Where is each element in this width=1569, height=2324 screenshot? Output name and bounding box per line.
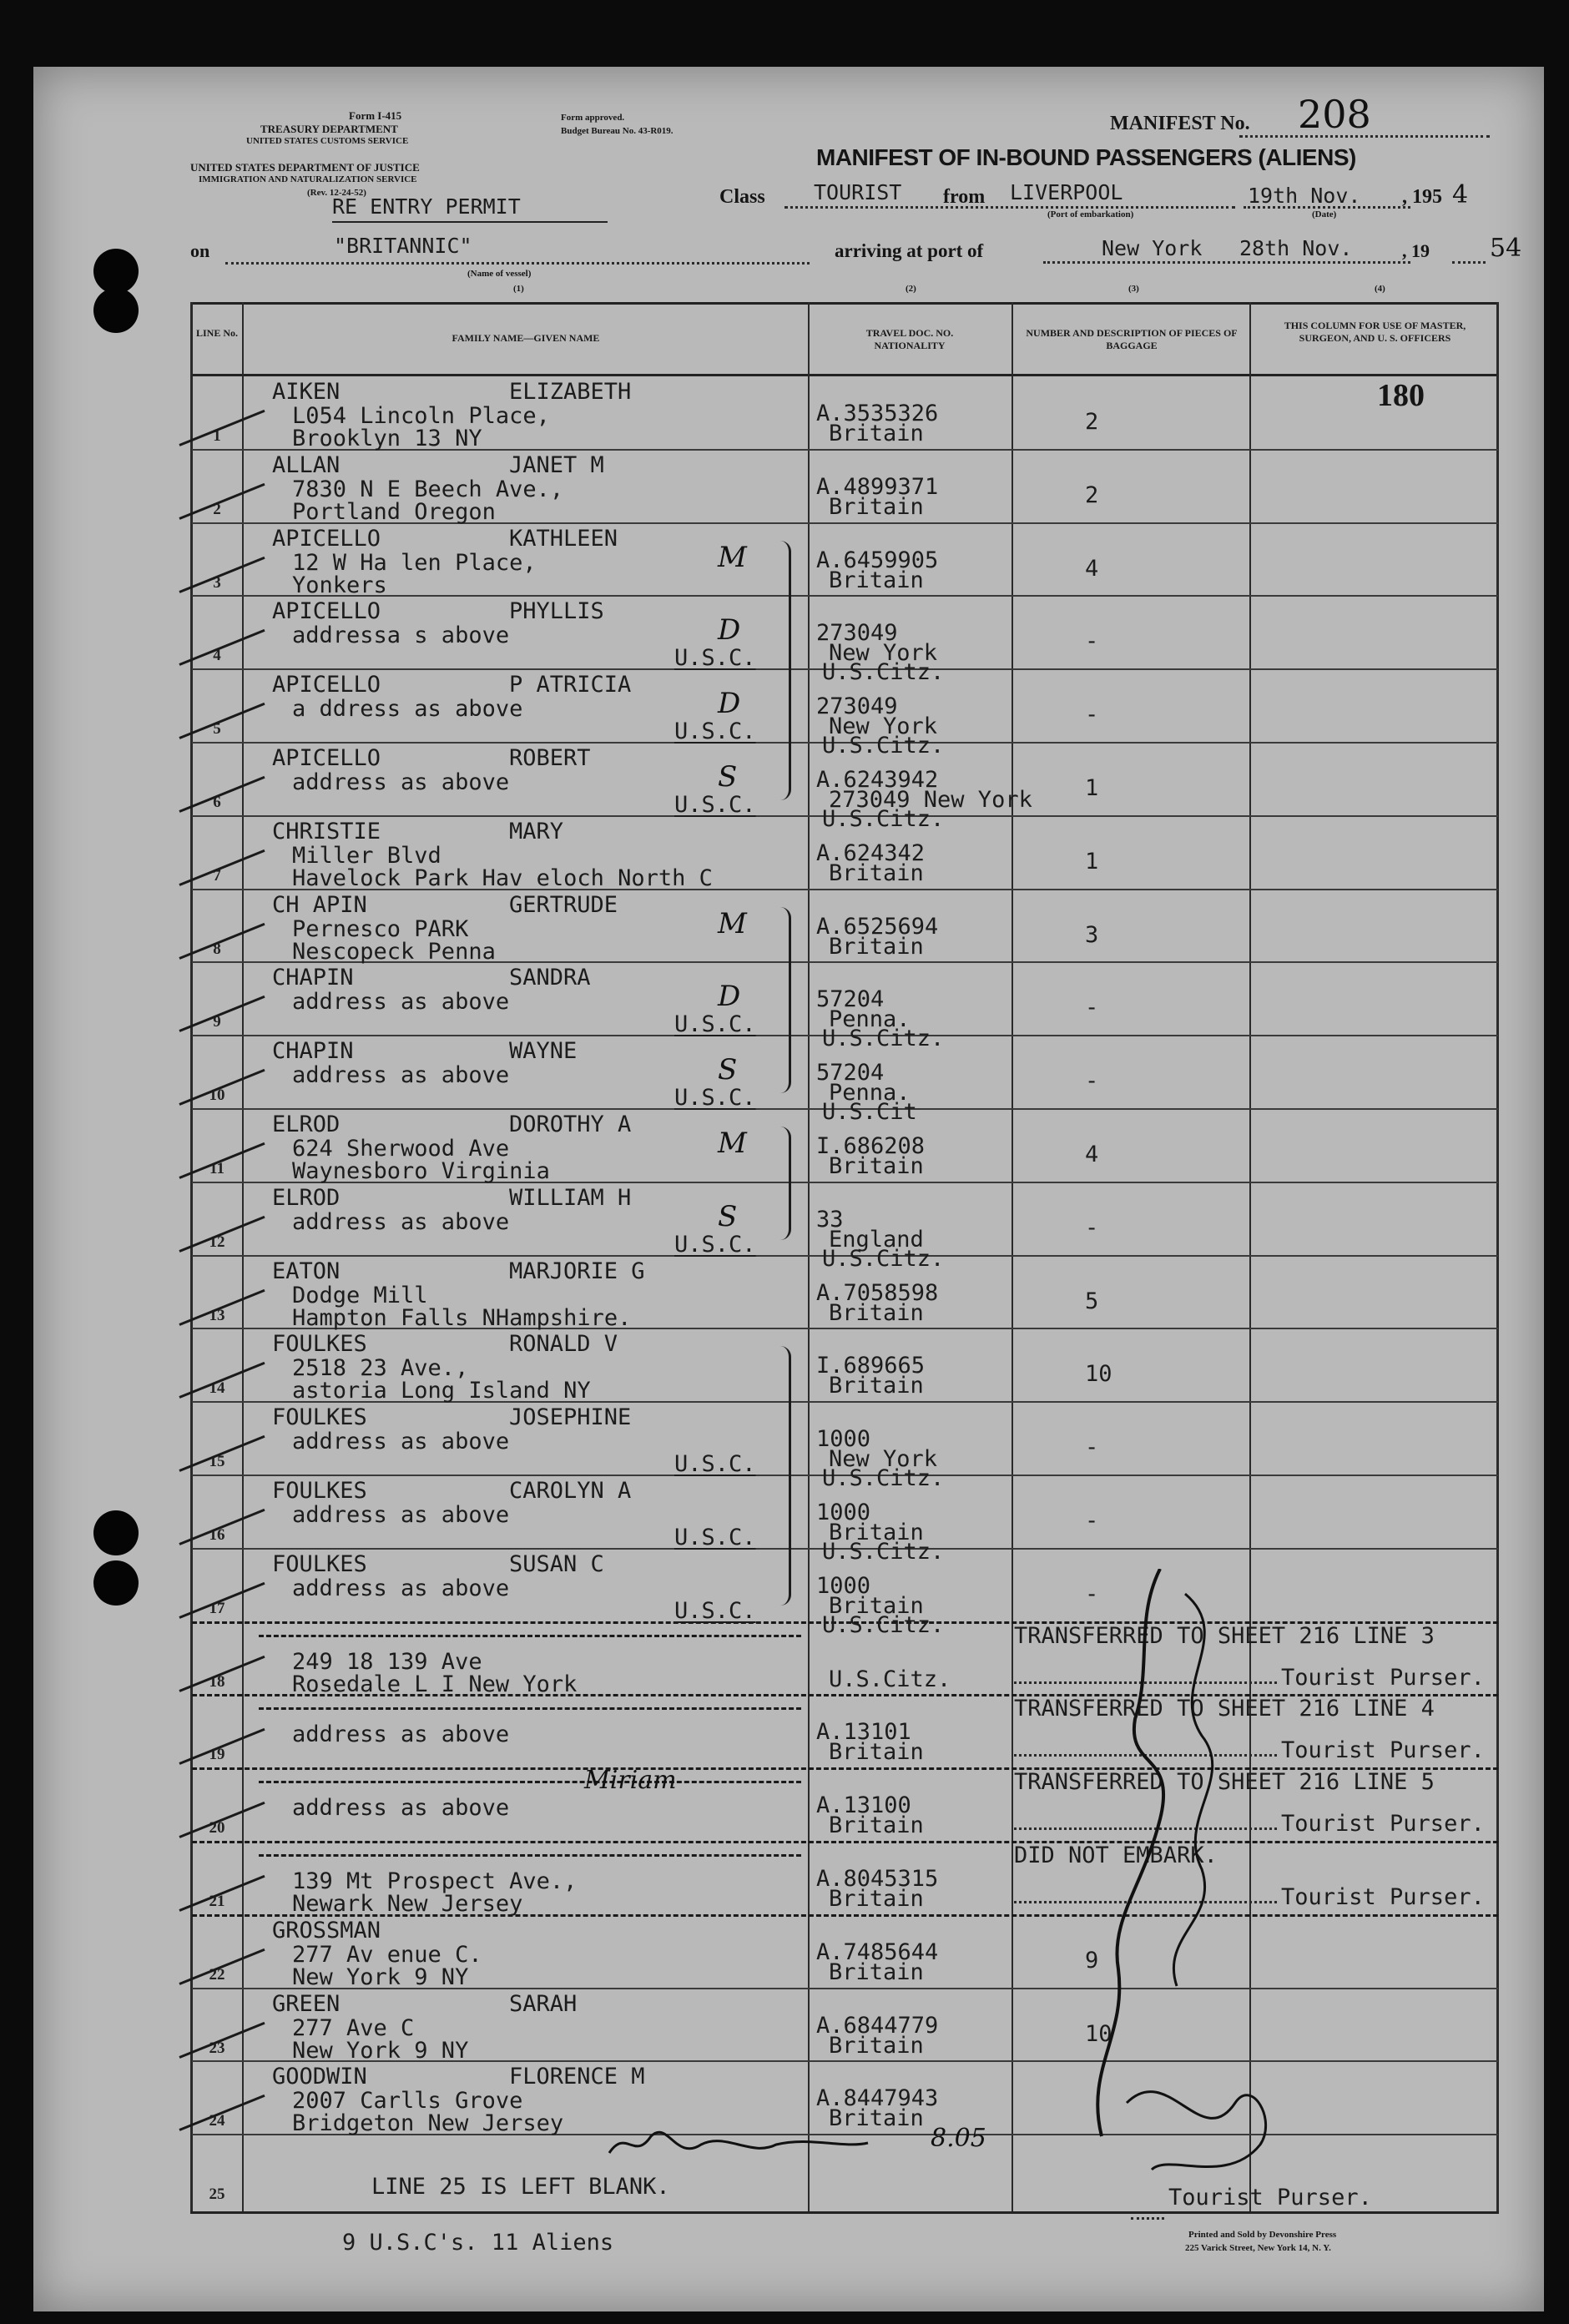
nationality: Britain — [829, 1959, 924, 1985]
address-line-1: Miller Blvd — [292, 843, 441, 869]
marital-status-mark: D — [718, 687, 741, 720]
transfer-note: TRANSFERRED TO SHEET 216 LINE 5 — [1014, 1769, 1435, 1795]
citizenship: U.S.Citz. — [822, 1465, 945, 1491]
marital-status-mark: S — [718, 1200, 738, 1233]
family-name: FOULKES — [272, 1404, 367, 1430]
citizenship: U.S.Citz. — [822, 1612, 945, 1638]
family-name: APICELLO — [272, 672, 381, 698]
baggage-count: 5 — [1085, 1288, 1099, 1314]
family-name: GROSSMAN — [272, 1918, 381, 1943]
purser-signatures — [985, 1569, 1302, 2203]
nationality: Britain — [829, 1300, 924, 1326]
baggage-count: - — [1085, 1434, 1099, 1460]
usc-marker: U.S.C. — [674, 645, 756, 671]
travel-doc-number: 57204 — [816, 986, 885, 1012]
travel-doc-number: A.13100 — [816, 1792, 911, 1818]
nationality: 273049 New York — [829, 787, 1032, 813]
ins-service: IMMIGRATION AND NATURALIZATION SERVICE — [199, 174, 417, 184]
family-bracket — [780, 1127, 791, 1240]
address-line-2: New York 9 NY — [292, 2038, 469, 2064]
strike-line — [259, 1707, 801, 1710]
treasury-dept: TREASURY DEPARTMENT — [260, 123, 398, 135]
row-separator — [192, 1841, 1498, 1843]
line-number: 20 — [209, 1819, 225, 1837]
address-line-1: address as above — [292, 989, 510, 1015]
justice-dept: UNITED STATES DEPARTMENT OF JUSTICE — [190, 161, 420, 174]
given-name: WILLIAM H — [509, 1185, 632, 1211]
line-number: 25 — [209, 2185, 225, 2203]
usc-marker: U.S.C. — [674, 792, 756, 818]
row-separator — [192, 595, 1498, 597]
given-name: MARJORIE G — [509, 1258, 645, 1284]
line-number: 1 — [213, 427, 221, 445]
travel-doc-number: A.8045315 — [816, 1866, 939, 1892]
given-name: ROBERT — [509, 745, 591, 771]
family-name: CH APIN — [272, 892, 367, 918]
nationality: Britain — [829, 1739, 924, 1765]
embark-date: 19th Nov. — [1248, 184, 1361, 208]
nationality: Britain — [829, 494, 924, 520]
line-number: 22 — [209, 1966, 225, 1984]
baggage-count: 4 — [1085, 556, 1099, 582]
family-name: ELROD — [272, 1112, 341, 1137]
baggage-count: 1 — [1085, 775, 1099, 801]
arrival-year-prefix: , 19 — [1402, 240, 1430, 261]
travel-doc-number: 33 — [816, 1207, 844, 1233]
usc-marker: U.S.C. — [674, 1451, 756, 1477]
travel-doc-number: A.3535326 — [816, 401, 939, 426]
address-line-1: 277 Ave C — [292, 2015, 415, 2041]
baggage-count: 10 — [1085, 1361, 1112, 1387]
line-number: 3 — [213, 574, 221, 592]
given-name: SARAH — [509, 1991, 578, 2017]
transfer-purser: Tourist Purser. — [1281, 1884, 1485, 1910]
address-line-2: Brooklyn 13 NY — [292, 426, 482, 451]
nationality: Britain — [829, 1812, 924, 1838]
arriving-label: arriving at port of — [835, 240, 984, 261]
line-number: 16 — [209, 1526, 225, 1544]
line-number: 13 — [209, 1307, 225, 1324]
transfer-note: DID NOT EMBARK. — [1014, 1843, 1218, 1868]
embark-year-prefix: , 195 — [1402, 186, 1442, 208]
line-number: 24 — [209, 2112, 225, 2130]
travel-doc-number: 1000 — [816, 1573, 871, 1599]
transfer-purser: Tourist Purser. — [1281, 1665, 1485, 1691]
baggage-count: 2 — [1085, 409, 1099, 435]
family-name: CHRISTIE — [272, 819, 381, 844]
family-bracket — [780, 541, 791, 800]
class-label: Class — [719, 186, 765, 208]
marital-status-mark: D — [718, 613, 741, 647]
family-name: APICELLO — [272, 526, 381, 552]
arrival-year-line — [1452, 261, 1486, 264]
transfer-note: TRANSFERRED TO SHEET 216 LINE 4 — [1014, 1696, 1435, 1722]
permit-underline — [332, 221, 608, 223]
given-name: SUSAN C — [509, 1551, 604, 1577]
address-line-1: 139 Mt Prospect Ave., — [292, 1868, 578, 1894]
form-number: Form I-415 — [349, 109, 402, 122]
vessel-name: "BRITANNIC" — [334, 234, 472, 258]
baggage-count: - — [1085, 995, 1099, 1021]
line-number: 11 — [209, 1160, 225, 1177]
from-label: from — [943, 186, 986, 208]
marital-status-mark: M — [718, 907, 747, 940]
customs-service: UNITED STATES CUSTOMS SERVICE — [246, 136, 409, 146]
nationality: New York — [829, 640, 938, 666]
baggage-count: - — [1085, 1508, 1099, 1534]
class-line — [784, 206, 1235, 209]
given-name: GERTRUDE — [509, 892, 618, 918]
tourist-purser-final: Tourist Purser. — [1168, 2185, 1372, 2211]
travel-doc-number: A.6525694 — [816, 914, 939, 940]
travel-doc-number: 1000 — [816, 1426, 871, 1452]
line-number: 12 — [209, 1233, 225, 1251]
address-line-2: Nescopeck Penna — [292, 939, 496, 965]
family-name: FOULKES — [272, 1331, 367, 1357]
line-number: 4 — [213, 647, 221, 664]
address-line-1: address as above — [292, 1062, 510, 1088]
line-number: 17 — [209, 1600, 225, 1617]
line-number: 6 — [213, 794, 221, 811]
grossman-given-handwritten: Miriam — [584, 1766, 677, 1795]
printer-line-2: 225 Varick Street, New York 14, N. Y. — [1185, 2243, 1331, 2253]
travel-doc-number: A.624342 — [816, 840, 926, 866]
officer-number: 180 — [1377, 378, 1425, 413]
nationality: Britain — [829, 860, 924, 886]
line-number: 15 — [209, 1453, 225, 1470]
printer-line-1: Printed and Sold by Devonshire Press — [1188, 2230, 1337, 2240]
family-bracket — [780, 1346, 791, 1606]
family-name: GREEN — [272, 1991, 341, 2017]
family-name: AIKEN — [272, 379, 341, 405]
travel-doc-number: 273049 — [816, 620, 898, 646]
nationality: Britain — [829, 2105, 924, 2131]
arrival-year-suffix: 54 — [1490, 234, 1522, 263]
nationality: Penna. — [829, 1006, 911, 1032]
citizenship: U.S.Citz. — [822, 1026, 945, 1051]
nationality: Britain — [829, 421, 924, 446]
travel-doc-number: A.13101 — [816, 1719, 911, 1745]
nationality: Britain — [829, 1520, 924, 1545]
nationality: Britain — [829, 1373, 924, 1399]
family-name: ALLAN — [272, 452, 341, 478]
address-line-1: Pernesco PARK — [292, 916, 469, 942]
marital-status-mark: S — [718, 760, 738, 794]
summary-count: 9 U.S.C's. 11 Aliens — [342, 2230, 614, 2256]
nationality: Britain — [829, 2033, 924, 2059]
line-number: 7 — [213, 867, 221, 885]
family-name: APICELLO — [272, 745, 381, 771]
given-name: ELIZABETH — [509, 379, 632, 405]
baggage-count: - — [1085, 702, 1099, 728]
baggage-count: 3 — [1085, 922, 1099, 948]
strike-line — [259, 1854, 801, 1857]
citizenship: U.S.Citz. — [822, 1539, 945, 1565]
marital-status-mark: D — [718, 980, 741, 1013]
transfer-purser: Tourist Purser. — [1281, 1811, 1485, 1837]
marital-status-mark: M — [718, 541, 747, 574]
address-line-1: 624 Sherwood Ave — [292, 1136, 510, 1162]
class-value: TOURIST — [814, 180, 902, 204]
travel-doc-number: 57204 — [816, 1060, 885, 1086]
nationality: Britain — [829, 934, 924, 960]
citizenship: U.S.Citz. — [822, 659, 945, 685]
col-baggage: NUMBER AND DESCRIPTION OF PIECES OF BAGGAGE — [1026, 327, 1238, 351]
given-name: JANET M — [509, 452, 604, 478]
port-caption: (Port of embarkation) — [1047, 209, 1134, 219]
baggage-count: - — [1085, 1581, 1099, 1607]
address-line-2: Newark New Jersey — [292, 1891, 523, 1917]
line-number: 21 — [209, 1893, 225, 1910]
travel-doc-number: I.686208 — [816, 1133, 926, 1159]
address-line-1: address as above — [292, 1575, 510, 1601]
given-name: RONALD V — [509, 1331, 618, 1357]
usc-marker: U.S.C. — [674, 1085, 756, 1111]
manifest-number: 208 — [1298, 92, 1371, 137]
address-line-1: address as above — [292, 1795, 510, 1821]
given-name: DOROTHY A — [509, 1112, 632, 1137]
marital-status-mark: S — [718, 1053, 738, 1086]
family-name: CHAPIN — [272, 965, 354, 991]
baggage-count: - — [1085, 628, 1099, 654]
purser-dotline — [1131, 2217, 1164, 2220]
given-name: WAYNE — [509, 1038, 578, 1064]
manifest-label: MANIFEST No. — [1110, 113, 1250, 134]
marital-status-mark: M — [718, 1127, 747, 1160]
baggage-count: 2 — [1085, 482, 1099, 508]
arrival-port: New York — [1102, 236, 1203, 260]
address-line-1: address as above — [292, 1722, 510, 1747]
line-number: 5 — [213, 720, 221, 738]
citizenship: U.S.Citz. — [822, 733, 945, 759]
family-name: APICELLO — [272, 598, 381, 624]
punch-hole — [93, 1510, 139, 1555]
travel-doc-number: 1000 — [816, 1500, 871, 1525]
punch-hole — [93, 249, 139, 294]
citizenship: U.S.Citz. — [822, 1246, 945, 1272]
col-index-2: (2) — [906, 284, 916, 294]
strike-line — [259, 1635, 801, 1637]
given-name: PHYLLIS — [509, 598, 604, 624]
line-number: 18 — [209, 1673, 225, 1691]
transfer-note: TRANSFERRED TO SHEET 216 LINE 3 — [1014, 1623, 1435, 1649]
address-line-1: Dodge Mill — [292, 1283, 428, 1308]
address-line-1: 2518 23 Ave., — [292, 1355, 469, 1381]
family-name: EATON — [272, 1258, 341, 1284]
travel-doc-number: A.7058598 — [816, 1280, 939, 1306]
address-line-1: a ddress as above — [292, 696, 523, 722]
given-name: FLORENCE M — [509, 2064, 645, 2090]
address-line-1: 7830 N E Beech Ave., — [292, 476, 564, 502]
embark-date-line — [1244, 206, 1410, 209]
baggage-count: 4 — [1085, 1142, 1099, 1167]
travel-doc-number: 273049 — [816, 693, 898, 719]
punch-hole — [93, 288, 139, 333]
address-line-2: New York 9 NY — [292, 1964, 469, 1990]
given-name: KATHLEEN — [509, 526, 618, 552]
travel-doc-number: I.689665 — [816, 1353, 926, 1379]
embark-port: LIVERPOOL — [1010, 180, 1123, 204]
embark-year-suffix: 4 — [1452, 180, 1469, 209]
given-name: MARY — [509, 819, 564, 844]
nationality: Britain — [829, 1593, 924, 1619]
col-name: FAMILY NAME—GIVEN NAME — [452, 332, 600, 344]
vessel-caption: (Name of vessel) — [467, 269, 532, 279]
usc-marker: U.S.C. — [674, 718, 756, 744]
address-line-2: Waynesboro Virginia — [292, 1158, 550, 1184]
nationality: Britain — [829, 1886, 924, 1912]
baggage-count: 9 — [1085, 1948, 1099, 1974]
line-number: 2 — [213, 501, 221, 518]
punch-hole — [93, 1560, 139, 1606]
address-line-1: 2007 Carlls Grove — [292, 2088, 523, 2114]
address-line-2: Hampton Falls NHampshire. — [292, 1305, 632, 1331]
col-index-1: (1) — [513, 284, 524, 294]
handwritten-signature — [601, 2120, 876, 2170]
address-line-2: Rosedale L I New York — [292, 1671, 578, 1697]
address-line-2: Bridgeton New Jersey — [292, 2110, 564, 2136]
travel-doc-number: A.6459905 — [816, 547, 939, 573]
travel-doc-number: A.8447943 — [816, 2085, 939, 2111]
col-line-no: LINE No. — [195, 327, 238, 339]
given-name: CAROLYN A — [509, 1478, 632, 1504]
usc-marker: U.S.C. — [674, 1598, 756, 1624]
usc-marker: U.S.C. — [674, 1232, 756, 1258]
address-line-1: 277 Av enue C. — [292, 1942, 482, 1968]
date-caption: (Date) — [1312, 209, 1337, 219]
baggage-count: - — [1085, 1215, 1099, 1241]
line-number: 10 — [209, 1086, 225, 1104]
line-number: 23 — [209, 2039, 225, 2057]
usc-marker: U.S.C. — [674, 1011, 756, 1037]
citizenship: U.S.Citz. — [822, 806, 945, 832]
travel-doc-number: A.7485644 — [816, 1939, 939, 1965]
travel-doc-number: A.6243942 — [816, 767, 939, 793]
reentry-permit: RE ENTRY PERMIT — [332, 194, 521, 219]
address-line-1: 12 W Ha len Place, — [292, 550, 537, 576]
family-name: ELROD — [272, 1185, 341, 1211]
time-note: 8.05 — [931, 2124, 986, 2153]
citizenship: U.S.Cit — [822, 1099, 917, 1125]
address-line-1: address as above — [292, 1502, 510, 1528]
nationality: Britain — [829, 567, 924, 593]
budget-bureau: Budget Bureau No. 43-R019. — [561, 126, 674, 136]
form-approved: Form approved. — [561, 113, 625, 123]
family-name: CHAPIN — [272, 1038, 354, 1064]
blank-line-note: LINE 25 IS LEFT BLANK. — [371, 2174, 670, 2200]
address-line-2: Portland Oregon — [292, 499, 496, 525]
family-name: GOODWIN — [272, 2064, 367, 2090]
nationality: New York — [829, 1446, 938, 1472]
baggage-count: - — [1085, 1068, 1099, 1094]
nationality: U.S.Citz. — [829, 1666, 951, 1692]
family-bracket — [780, 907, 791, 1093]
revision: (Rev. 12-24-52) — [307, 188, 366, 198]
family-name: FOULKES — [272, 1478, 367, 1504]
family-name: FOULKES — [272, 1551, 367, 1577]
usc-marker: U.S.C. — [674, 1525, 756, 1550]
baggage-count: 10 — [1085, 2021, 1112, 2047]
baggage-count: 1 — [1085, 849, 1099, 875]
address-line-1: address as above — [292, 1429, 510, 1454]
manifest-title: MANIFEST OF IN-BOUND PASSENGERS (ALIENS) — [816, 144, 1356, 170]
line-number: 8 — [213, 940, 221, 958]
transfer-purser: Tourist Purser. — [1281, 1737, 1485, 1763]
given-name: P ATRICIA — [509, 672, 632, 698]
vessel-line — [225, 262, 810, 265]
col-index-3: (3) — [1128, 284, 1139, 294]
address-line-1: 249 18 139 Ave — [292, 1649, 482, 1675]
strike-line — [259, 1781, 801, 1783]
address-line-1: L054 Lincoln Place, — [292, 403, 550, 429]
address-line-1: address as above — [292, 1209, 510, 1235]
on-label: on — [190, 240, 210, 261]
travel-doc-number: A.4899371 — [816, 474, 939, 500]
travel-doc-number: A.6844779 — [816, 2013, 939, 2039]
given-name: SANDRA — [509, 965, 591, 991]
given-name: JOSEPHINE — [509, 1404, 632, 1430]
col-index-4: (4) — [1375, 284, 1385, 294]
address-line-2: astoria Long Island NY — [292, 1378, 591, 1404]
arrival-line — [1043, 261, 1410, 264]
nationality: Britain — [829, 1153, 924, 1179]
address-line-2: Yonkers — [292, 572, 387, 598]
col-officers: THIS COLUMN FOR USE OF MASTER, SURGEON, AND U. S. OFFICERS — [1284, 320, 1466, 344]
nationality: England — [829, 1227, 924, 1253]
nationality: New York — [829, 713, 938, 739]
address-line-2: Havelock Park Hav eloch North C — [292, 865, 713, 891]
arrival-date: 28th Nov. — [1239, 236, 1353, 260]
line-number: 14 — [209, 1379, 225, 1397]
line-number: 19 — [209, 1746, 225, 1763]
line-number: 9 — [213, 1013, 221, 1031]
nationality: Penna. — [829, 1080, 911, 1106]
address-line-1: address as above — [292, 769, 510, 795]
col-travel-doc: TRAVEL DOC. NO. NATIONALITY — [865, 327, 954, 351]
address-line-1: addressa s above — [292, 623, 510, 648]
